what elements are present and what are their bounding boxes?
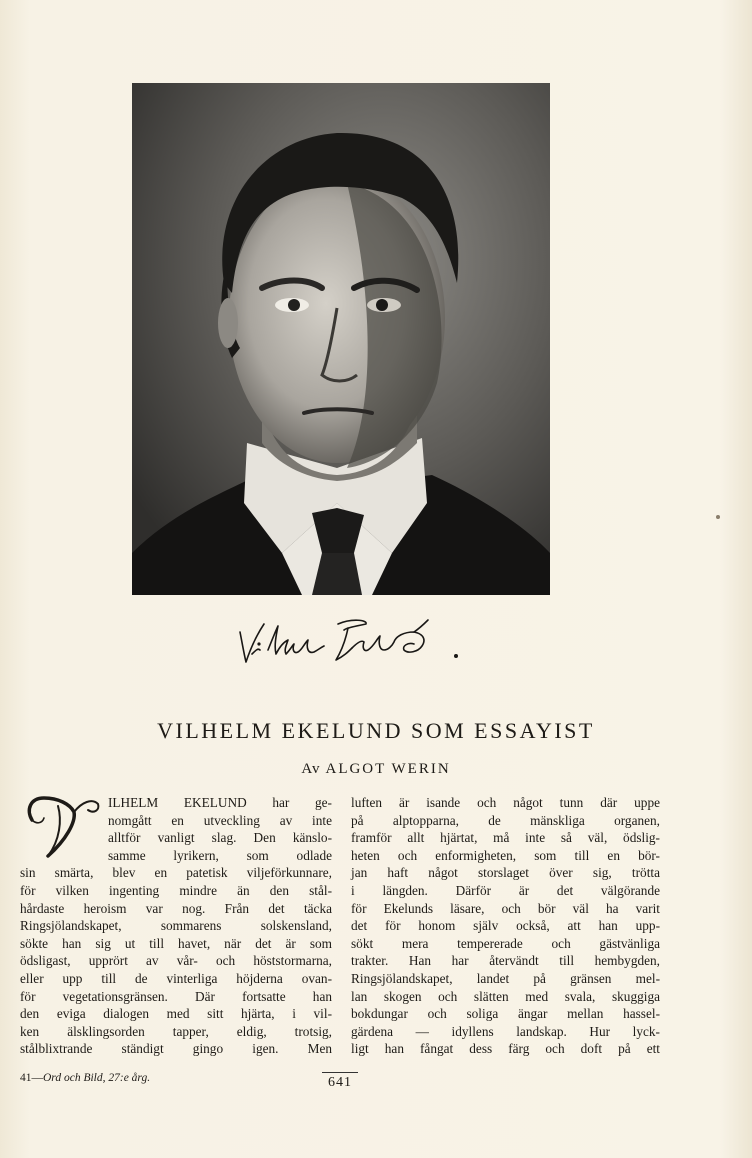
right-line: trakter. Han har återvändt till hembygden, bbox=[351, 953, 660, 969]
left-line: hårdaste heroism var nog. Från det täcka bbox=[20, 900, 332, 916]
article-byline bbox=[0, 759, 752, 779]
left-line: ken älsklingsorden tapper, eldig, trotsig, bbox=[20, 1023, 332, 1039]
right-line: heten och enformigheten, som till en bör- bbox=[351, 847, 660, 863]
right-line: gärdena — idyllens landskap. Hur lyck- bbox=[351, 1023, 660, 1039]
right-line: lan skogen och slätten med svala, skuggiga bbox=[351, 988, 660, 1004]
left-line: för vegetationsgränsen. Där fortsatte han bbox=[20, 988, 332, 1004]
article-title: VILHELM EKELUND SOM ESSAYIST bbox=[157, 718, 595, 743]
right-line: i längden. Därför är det välgörande bbox=[351, 882, 660, 898]
left-line: eller upp till de vinterliga höjderna ovan- bbox=[20, 970, 332, 986]
paper-speck bbox=[716, 515, 720, 519]
drop-cap-letter: V bbox=[22, 790, 23, 791]
byline-author: ALGOT WERIN bbox=[325, 761, 451, 777]
volume-label: 27:e årg. bbox=[108, 1072, 151, 1084]
left-line: ILHELM EKELUND har ge- bbox=[108, 795, 332, 810]
left-line: för vilken ingenting mindre än den stål- bbox=[20, 882, 332, 898]
page-number: 641 bbox=[322, 1072, 358, 1091]
left-line: ödsligast, upprört av vår- och höststormarna, bbox=[20, 953, 332, 969]
author-signature-image bbox=[228, 610, 468, 672]
left-line: samme lyrikern, som odlade bbox=[108, 847, 332, 863]
right-line: ligt han fångat dess färg och doft på ett bbox=[351, 1041, 660, 1057]
right-line: Ringsjölandskapet, landet på gränsen mel- bbox=[351, 970, 660, 986]
right-line: på alptopparna, de mänskliga organen, bbox=[351, 812, 660, 828]
left-line: stålblixtrande ständigt gingo igen. Men bbox=[20, 1041, 332, 1057]
left-line: alltför vanligt slag. Den känslo- bbox=[108, 830, 332, 846]
right-line: jan haft något storslaget över sig, trötta bbox=[351, 865, 660, 881]
right-column bbox=[351, 794, 660, 1058]
right-line: det för honom själv också, att han upp- bbox=[351, 918, 660, 934]
right-line: framför allt hjärtat, må inte så väl, ödslig- bbox=[351, 830, 660, 846]
byline-prefix: Av bbox=[301, 761, 321, 777]
issue-number: 41— bbox=[20, 1072, 43, 1084]
left-column bbox=[20, 794, 332, 1058]
left-line: nomgått en utveckling av inte bbox=[108, 812, 332, 828]
portrait-image bbox=[132, 83, 550, 595]
footer-source bbox=[20, 1070, 150, 1086]
right-line: för Ekelunds läsare, och bör väl ha varit bbox=[351, 900, 660, 916]
journal-name: Ord och Bild, bbox=[43, 1072, 106, 1084]
right-line: bokdungar och soliga ängar mellan hassel- bbox=[351, 1006, 660, 1022]
right-line: sökt mera tempererade och gästvänliga bbox=[351, 935, 660, 951]
portrait-photo bbox=[132, 83, 550, 595]
left-line: Ringsjölandskapet, sommarens solskensland, bbox=[20, 918, 332, 934]
right-line: luften är isande och något tunn där uppe bbox=[351, 795, 660, 810]
left-line: den eviga dialogen med sitt hjärta, i vil- bbox=[20, 1006, 332, 1022]
left-line: sökte han sig ut till havet, när det är som bbox=[20, 935, 332, 951]
left-line: sin smärta, blev en patetisk viljeförkunnare, bbox=[20, 865, 332, 881]
